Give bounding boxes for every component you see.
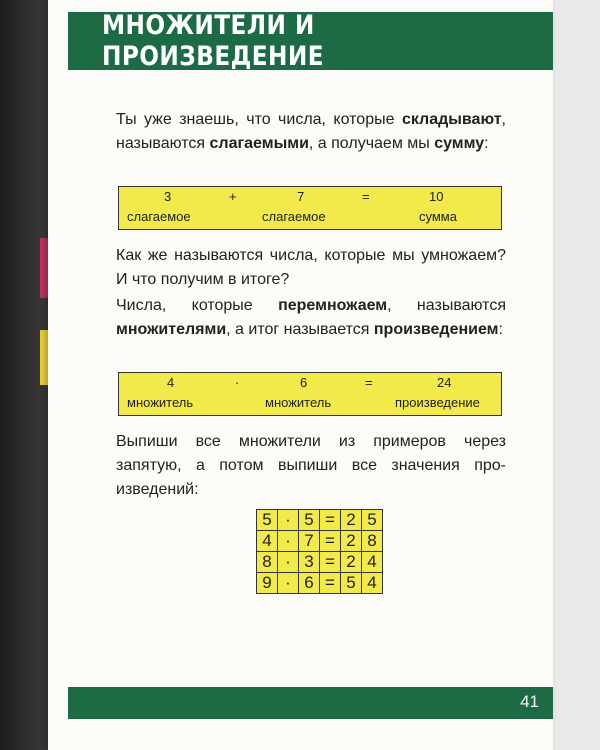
grid-cell: 2 xyxy=(341,510,362,531)
multiply-sign: · xyxy=(235,375,240,390)
task-paragraph: Выпиши все множители из примеров через запятую, а потом выпиши все значения произведений: xyxy=(116,433,506,498)
factor-a-label: множитель xyxy=(127,395,194,410)
explanation-term-factors: множителями xyxy=(116,321,227,338)
sum-value: 10 xyxy=(429,189,444,204)
intro-text: , а получаем мы xyxy=(308,135,435,152)
grid-cell: · xyxy=(278,531,299,552)
addition-example-box xyxy=(118,186,502,230)
grid-cell: 2 xyxy=(341,531,362,552)
addend-a-label: слагаемое xyxy=(127,209,191,224)
grid-cell: 3 xyxy=(299,552,320,573)
intro-text: Ты уже знаешь, что числа, которые xyxy=(116,111,402,128)
grid-cell: 6 xyxy=(299,573,320,594)
explanation-text: , а итог называется xyxy=(226,321,374,338)
grid-cell: = xyxy=(320,531,341,552)
sum-label: сумма xyxy=(419,209,457,224)
page-footer xyxy=(68,687,553,719)
page-header xyxy=(68,12,553,70)
grid-cell: 2 xyxy=(341,552,362,573)
grid-cell: 8 xyxy=(362,531,383,552)
grid-cell: · xyxy=(278,552,299,573)
explanation-text: : xyxy=(498,321,503,338)
example-row xyxy=(257,573,383,594)
intro-paragraph xyxy=(116,108,506,156)
example-row xyxy=(257,552,383,573)
examples-grid xyxy=(256,509,383,594)
intro-text: , называются xyxy=(116,111,506,152)
grid-cell: 5 xyxy=(257,510,278,531)
grid-cell: 7 xyxy=(299,531,320,552)
factor-a-value: 4 xyxy=(167,375,175,390)
grid-cell: = xyxy=(320,552,341,573)
grid-cell: 5 xyxy=(362,510,383,531)
grid-cell: 8 xyxy=(257,552,278,573)
product-value: 24 xyxy=(437,375,452,390)
intro-text: : xyxy=(484,135,489,152)
intro-term-add: складывают xyxy=(401,111,502,128)
grid-cell: = xyxy=(320,573,341,594)
page-title: МНОЖИТЕЛИ И ПРОИЗВЕДЕНИЕ xyxy=(101,10,325,72)
grid-cell: 4 xyxy=(257,531,278,552)
page-number: 41 xyxy=(520,692,539,711)
grid-cell: · xyxy=(278,573,299,594)
factor-b-value: 6 xyxy=(300,375,308,390)
book-spine xyxy=(0,0,48,750)
plus-sign: + xyxy=(229,189,237,204)
equals-sign: = xyxy=(365,375,373,390)
intro-term-sum: сумму xyxy=(434,135,485,152)
explanation-paragraph xyxy=(116,294,506,342)
multiplication-example-box xyxy=(118,372,502,416)
explanation-text: Числа, которые xyxy=(116,297,279,314)
product-label: произведение xyxy=(395,395,480,410)
book-page xyxy=(48,0,553,750)
addend-b-value: 7 xyxy=(297,189,305,204)
addend-b-label: слагаемое xyxy=(262,209,326,224)
explanation-text: , называются xyxy=(387,297,506,314)
explanation-term-product: произведением xyxy=(373,321,499,338)
grid-cell: 5 xyxy=(341,573,362,594)
grid-cell: 9 xyxy=(257,573,278,594)
grid-cell: 5 xyxy=(299,510,320,531)
explanation-term-multiply: перемножаем xyxy=(278,297,388,314)
factor-b-label: множитель xyxy=(265,395,332,410)
example-row xyxy=(257,531,383,552)
example-row xyxy=(257,510,383,531)
grid-cell: = xyxy=(320,510,341,531)
grid-cell: 4 xyxy=(362,573,383,594)
grid-cell: 4 xyxy=(362,552,383,573)
question-paragraph: Как же называются числа, которые мы умножаем? И что получим в итоге? xyxy=(116,247,506,288)
addend-a-value: 3 xyxy=(164,189,172,204)
equals-sign: = xyxy=(362,189,370,204)
intro-term-addends: слагаемыми xyxy=(209,135,309,152)
grid-cell: · xyxy=(278,510,299,531)
